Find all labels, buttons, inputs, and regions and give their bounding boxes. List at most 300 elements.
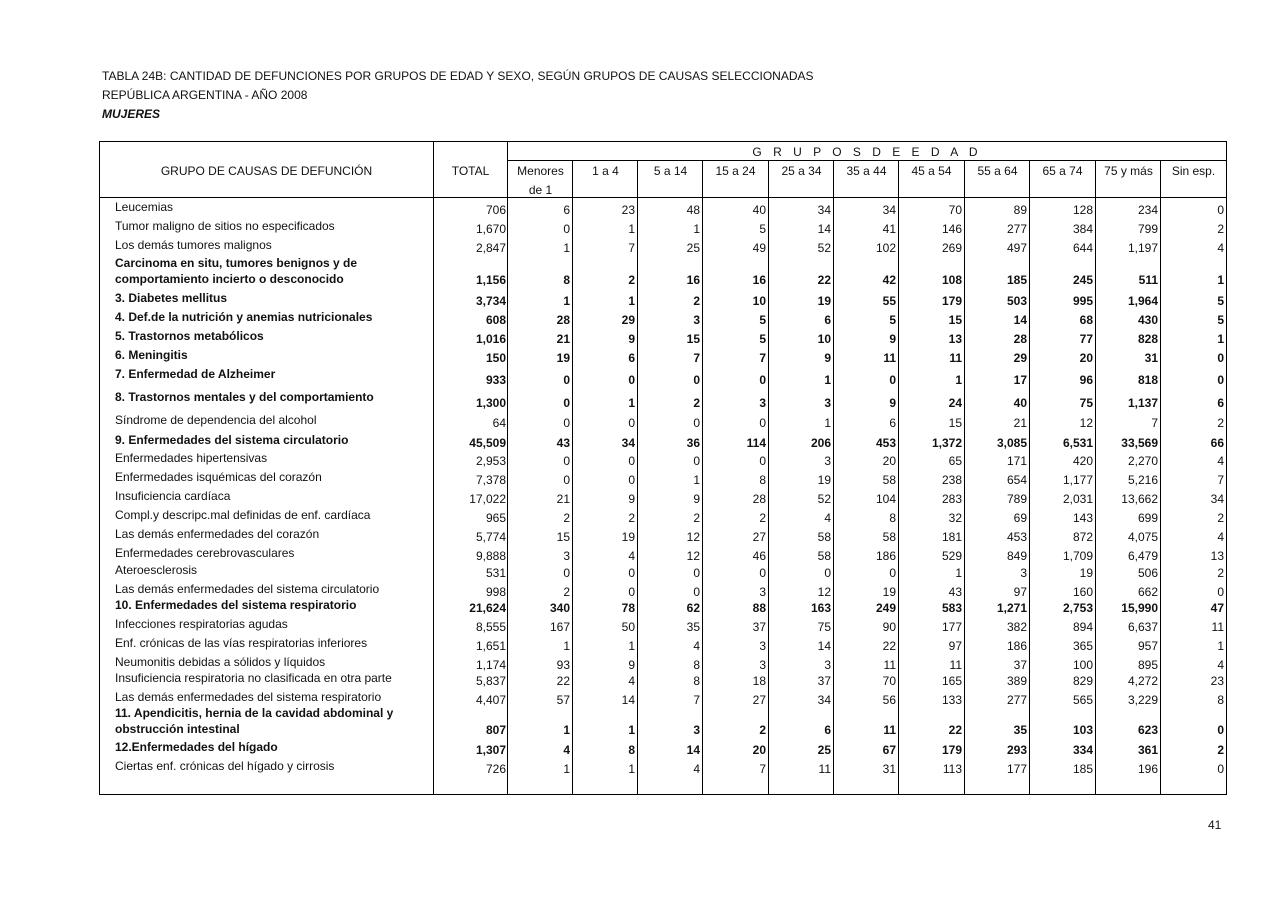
- age-cell: 6,531: [1062, 436, 1093, 450]
- age-cell: 995: [1072, 294, 1093, 308]
- age-cell: 3: [693, 723, 700, 737]
- age-cell: 14: [686, 743, 700, 757]
- total-header: TOTAL: [451, 164, 490, 178]
- age-cell: 11: [883, 723, 896, 737]
- age-cell: 67: [882, 743, 896, 757]
- row-label: [115, 758, 425, 774]
- age-cell: 799: [1137, 222, 1158, 236]
- age-cell: 4,272: [1127, 674, 1158, 688]
- age-cell: 16: [752, 273, 766, 287]
- age-cell: 277: [1006, 222, 1027, 236]
- age-cell: 3: [824, 658, 831, 672]
- age-cell: 17: [1013, 373, 1027, 387]
- age-cell: 34: [817, 203, 831, 217]
- age-cell: 430: [1137, 313, 1158, 327]
- age-cell: 245: [1072, 273, 1093, 287]
- total-cell: 1,016: [475, 332, 506, 346]
- age-cell: 957: [1137, 639, 1158, 653]
- age-cell: 57: [556, 693, 570, 707]
- age-cell: 6: [628, 351, 635, 365]
- age-cell: 420: [1072, 454, 1093, 468]
- age-cell: 12: [686, 530, 700, 544]
- age-cell: 28: [752, 492, 766, 506]
- age-cell: 5: [1217, 294, 1224, 308]
- age-cell: 3,229: [1127, 693, 1158, 707]
- row-label: [115, 670, 425, 686]
- column-divider: [1029, 161, 1030, 794]
- age-cell: 1: [1217, 273, 1224, 287]
- age-cell: 818: [1137, 373, 1158, 387]
- total-cell: 8,555: [475, 620, 506, 634]
- age-cell: 1,372: [931, 436, 962, 450]
- age-cell: 16: [686, 273, 700, 287]
- age-cell: 1: [955, 373, 962, 387]
- age-cell: 389: [1006, 674, 1027, 688]
- age-column-header: 65 a 74: [1042, 164, 1083, 178]
- age-cell: 6: [889, 416, 896, 430]
- age-cell: 7: [1217, 473, 1224, 487]
- row-label-line: 9. Enfermedades del sistema circulatorio: [115, 433, 349, 447]
- age-cell: 699: [1137, 511, 1158, 525]
- age-cell: 11: [1211, 620, 1224, 634]
- age-cell: 14: [1013, 313, 1027, 327]
- age-cell: 8: [889, 511, 896, 525]
- age-cell: 1: [628, 396, 635, 410]
- age-cell: 9: [628, 658, 635, 672]
- age-cell: 186: [1006, 639, 1027, 653]
- age-cell: 10: [752, 294, 766, 308]
- age-cell: 21: [1013, 416, 1027, 430]
- age-cell: 4: [1217, 241, 1224, 255]
- age-cell: 62: [686, 601, 700, 615]
- age-cell: 6: [824, 723, 831, 737]
- age-cell: 196: [1137, 762, 1158, 776]
- age-cell: 103: [1072, 723, 1093, 737]
- age-cell: 644: [1072, 241, 1093, 255]
- age-cell: 0: [628, 373, 635, 387]
- age-cell: 32: [948, 511, 962, 525]
- total-cell: 531: [485, 566, 506, 580]
- age-cell: 269: [941, 241, 962, 255]
- total-cell: 1,300: [475, 396, 506, 410]
- age-cell: 177: [941, 620, 962, 634]
- row-label-line: Las demás enfermedades del corazón: [115, 527, 320, 541]
- age-cell: 42: [882, 273, 896, 287]
- age-cell: 9: [628, 492, 635, 506]
- age-cell: 506: [1137, 566, 1158, 580]
- age-cell: 181: [941, 530, 962, 544]
- column-divider: [702, 161, 703, 794]
- table-title: TABLA 24B: CANTIDAD DE DEFUNCIONES POR GRUPOS DE EDAD Y SEXO, SEGÚN GRUPOS DE CAUSAS SELECCIONADAS: [102, 69, 814, 83]
- row-label: [115, 562, 425, 578]
- age-cell: 20: [752, 743, 766, 757]
- total-cell: 706: [485, 203, 506, 217]
- age-cell: 1: [628, 762, 635, 776]
- age-cell: 2: [1217, 511, 1224, 525]
- age-cell: 43: [556, 436, 570, 450]
- age-cell: 0: [563, 454, 570, 468]
- total-cell: 45,509: [469, 436, 506, 450]
- age-cell: 0: [889, 566, 896, 580]
- age-cell: 40: [752, 203, 766, 217]
- row-label: [115, 412, 425, 428]
- header-divider: [508, 160, 1226, 161]
- age-cell: 4: [824, 511, 831, 525]
- row-label: [115, 689, 425, 705]
- row-label: [115, 432, 425, 448]
- age-cell: 511: [1138, 273, 1158, 287]
- age-cell: 75: [1079, 396, 1093, 410]
- age-cell: 1: [1217, 332, 1224, 346]
- row-label-line: Enfermedades hipertensivas: [115, 451, 268, 465]
- age-cell: 8: [1217, 693, 1224, 707]
- age-cell: 102: [875, 241, 896, 255]
- age-cell: 28: [1013, 332, 1027, 346]
- total-cell: 1,670: [475, 222, 506, 236]
- age-cell: 13: [948, 332, 962, 346]
- row-label-line: 12.Enfermedades del hígado: [115, 740, 278, 754]
- row-label-line: obstrucción intestinal: [115, 722, 240, 736]
- age-cell: 5: [889, 313, 896, 327]
- age-cell: 8: [628, 743, 635, 757]
- row-label-line: Carcinoma en situ, tumores benignos y de: [115, 256, 358, 270]
- age-cell: 100: [1072, 658, 1093, 672]
- age-cell: 4: [693, 762, 700, 776]
- age-cell: 88: [752, 601, 766, 615]
- age-cell: 206: [810, 436, 831, 450]
- age-cell: 0: [628, 566, 635, 580]
- age-cell: 623: [1137, 723, 1158, 737]
- age-cell: 0: [693, 373, 700, 387]
- total-cell: 7,378: [475, 473, 506, 487]
- age-cell: 18: [752, 674, 766, 688]
- age-cell: 90: [882, 620, 896, 634]
- age-cell: 78: [621, 601, 635, 615]
- age-cell: 19: [621, 530, 635, 544]
- age-column-header: 15 a 24: [715, 164, 756, 178]
- age-cell: 55: [882, 294, 896, 308]
- age-cell: 2: [563, 585, 570, 599]
- age-cell: 70: [948, 203, 962, 217]
- age-cell: 179: [941, 294, 962, 308]
- column-divider: [833, 161, 834, 794]
- row-label: [115, 290, 425, 306]
- age-cell: 37: [752, 620, 766, 634]
- total-cell: 965: [485, 511, 506, 525]
- age-cell: 20: [1079, 351, 1093, 365]
- age-cell: 283: [941, 492, 962, 506]
- age-cell: 15: [556, 530, 570, 544]
- age-cell: 2: [563, 511, 570, 525]
- age-cell: 96: [1079, 373, 1093, 387]
- row-label-line: 6. Meningitis: [115, 348, 188, 362]
- age-cell: 249: [875, 601, 896, 615]
- age-cell: 497: [1006, 241, 1027, 255]
- row-label-line: Las demás enfermedades del sistema respiratorio: [115, 690, 382, 704]
- row-label-line: 3. Diabetes mellitus: [115, 291, 228, 305]
- column-divider: [572, 161, 573, 794]
- header-divider: [100, 197, 1226, 198]
- row-label: [115, 597, 425, 613]
- age-cell: 185: [1072, 762, 1093, 776]
- row-label: [115, 328, 425, 344]
- age-cell: 0: [1217, 723, 1224, 737]
- age-cell: 5: [759, 313, 766, 327]
- age-cell: 0: [693, 566, 700, 580]
- age-cell: 6,637: [1127, 620, 1158, 634]
- age-column-header: Menores: [517, 164, 564, 178]
- age-cell: 5: [759, 332, 766, 346]
- age-cell: 70: [882, 674, 896, 688]
- age-cell: 29: [1013, 351, 1027, 365]
- age-cell: 0: [1217, 585, 1224, 599]
- age-cell: 35: [686, 620, 700, 634]
- age-cell: 58: [882, 530, 896, 544]
- row-label: [115, 739, 425, 755]
- age-cell: 2: [1217, 416, 1224, 430]
- age-cell: 654: [1006, 473, 1027, 487]
- age-cell: 56: [882, 693, 896, 707]
- age-cell: 2: [628, 511, 635, 525]
- column-divider: [964, 161, 965, 794]
- age-cell: 6,479: [1127, 549, 1158, 563]
- age-cell: 19: [817, 294, 831, 308]
- age-cell: 14: [621, 693, 635, 707]
- age-cell: 382: [1006, 620, 1027, 634]
- age-cell: 503: [1006, 294, 1027, 308]
- age-column-header: 55 a 64: [977, 164, 1018, 178]
- age-cell: 4: [693, 639, 700, 653]
- age-cell: 143: [1072, 511, 1093, 525]
- page-number: 41: [1208, 818, 1222, 832]
- age-cell: 2: [1217, 566, 1224, 580]
- age-cell: 1: [563, 241, 570, 255]
- age-cell: 340: [549, 601, 570, 615]
- age-cell: 2: [1217, 222, 1224, 236]
- row-label: [115, 507, 425, 523]
- age-cell: 113: [942, 762, 962, 776]
- row-label: [115, 199, 425, 215]
- row-label: [115, 705, 425, 737]
- age-column-header: 75 y más: [1104, 164, 1153, 178]
- age-cell: 789: [1006, 492, 1027, 506]
- age-cell: 0: [693, 585, 700, 599]
- age-cell: 23: [1210, 674, 1224, 688]
- row-label-line: Los demás tumores malignos: [115, 238, 272, 252]
- age-cell: 361: [1137, 743, 1158, 757]
- age-cell: 0: [563, 566, 570, 580]
- age-cell: 334: [1072, 743, 1093, 757]
- age-cell: 453: [875, 436, 896, 450]
- age-cell: 8: [759, 473, 766, 487]
- age-column-header: 35 a 44: [846, 164, 887, 178]
- age-cell: 0: [759, 566, 766, 580]
- age-cell: 0: [563, 373, 570, 387]
- age-cell: 0: [759, 373, 766, 387]
- age-cell: 1: [628, 294, 635, 308]
- row-label-line: Ciertas enf. crónicas del hígado y cirrosis: [115, 759, 335, 773]
- age-cell: 0: [563, 222, 570, 236]
- age-cell: 2: [693, 294, 700, 308]
- age-cell: 4,075: [1127, 530, 1158, 544]
- age-cell: 2,753: [1062, 601, 1093, 615]
- age-column-header: Sin esp.: [1171, 164, 1216, 178]
- age-cell: 22: [556, 674, 570, 688]
- age-cell: 3: [759, 396, 766, 410]
- age-cell: 3: [1020, 566, 1027, 580]
- age-cell: 128: [1072, 203, 1093, 217]
- age-cell: 0: [563, 416, 570, 430]
- age-cell: 829: [1072, 674, 1093, 688]
- row-label: [115, 309, 425, 325]
- age-cell: 11: [883, 351, 896, 365]
- row-label: [115, 616, 425, 632]
- age-cell: 22: [817, 273, 831, 287]
- age-cell: 49: [752, 241, 766, 255]
- total-cell: 807: [485, 723, 506, 737]
- age-cell: 0: [693, 454, 700, 468]
- age-cell: 50: [621, 620, 635, 634]
- age-cell: 25: [686, 241, 700, 255]
- age-cell: 2: [759, 511, 766, 525]
- row-label: [115, 581, 425, 597]
- row-label: [115, 347, 425, 363]
- age-cell: 0: [693, 416, 700, 430]
- age-cell: 34: [882, 203, 896, 217]
- age-cell: 146: [941, 222, 962, 236]
- age-cell: 28: [556, 313, 570, 327]
- column-divider: [637, 161, 638, 794]
- age-cell: 5,216: [1127, 473, 1158, 487]
- age-cell: 6: [824, 313, 831, 327]
- row-label-line: Enfermedades cerebrovasculares: [115, 546, 295, 560]
- age-cell: 104: [875, 492, 896, 506]
- age-cell: 0: [628, 416, 635, 430]
- age-cell: 384: [1072, 222, 1093, 236]
- age-cell: 9: [628, 332, 635, 346]
- age-cell: 3: [759, 585, 766, 599]
- age-cell: 114: [746, 436, 766, 450]
- age-cell: 895: [1137, 658, 1158, 672]
- age-cell: 3,085: [996, 436, 1027, 450]
- row-label-line: Ateroesclerosis: [115, 563, 198, 577]
- column-divider: [768, 161, 769, 794]
- age-cell: 6: [563, 203, 570, 217]
- age-cell: 160: [1072, 585, 1093, 599]
- age-cell: 3: [824, 396, 831, 410]
- age-cell: 4: [628, 549, 635, 563]
- age-cell: 11: [818, 762, 831, 776]
- age-cell: 7: [693, 351, 700, 365]
- age-cell: 7: [1151, 416, 1158, 430]
- age-cell: 365: [1072, 639, 1093, 653]
- age-cell: 29: [621, 313, 635, 327]
- age-cell: 47: [1210, 601, 1224, 615]
- age-cell: 46: [752, 549, 766, 563]
- age-cell: 1: [628, 222, 635, 236]
- age-cell: 0: [824, 566, 831, 580]
- age-cell: 9: [693, 492, 700, 506]
- total-cell: 4,407: [475, 693, 506, 707]
- row-label: [115, 218, 425, 234]
- cause-header: GRUPO DE CAUSAS DE DEFUNCIÓN: [160, 164, 373, 178]
- total-cell: 608: [485, 313, 506, 327]
- age-cell: 3: [693, 313, 700, 327]
- age-cell: 3: [824, 454, 831, 468]
- age-cell: 11: [883, 658, 896, 672]
- column-divider: [1160, 161, 1161, 794]
- age-cell: 9: [889, 396, 896, 410]
- age-cell: 19: [817, 473, 831, 487]
- age-cell: 40: [1013, 396, 1027, 410]
- total-cell: 9,888: [475, 549, 506, 563]
- age-cell: 22: [948, 723, 962, 737]
- age-cell: 133: [941, 693, 962, 707]
- age-cell: 14: [817, 222, 831, 236]
- age-cell: 529: [941, 549, 962, 563]
- total-cell: 5,837: [475, 674, 506, 688]
- age-cell: 1,137: [1127, 396, 1158, 410]
- row-label: [115, 450, 425, 466]
- table-subtitle: REPÚBLICA ARGENTINA - AÑO 2008: [102, 88, 308, 102]
- age-cell: 2: [693, 396, 700, 410]
- age-cell: 186: [875, 549, 896, 563]
- age-cell: 5: [759, 222, 766, 236]
- age-cell: 7: [759, 351, 766, 365]
- total-cell: 1,156: [475, 273, 506, 287]
- row-label-line: Insuficiencia respiratoria no clasificada en otra parte: [115, 671, 392, 685]
- row-label-line: 5. Trastornos metabólicos: [115, 329, 264, 343]
- row-label-line: Compl.y descripc.mal definidas de enf. cardíaca: [115, 508, 371, 522]
- age-cell: 234: [1137, 203, 1158, 217]
- age-cell: 27: [752, 693, 766, 707]
- age-cell: 6: [1217, 396, 1224, 410]
- age-cell: 31: [1144, 351, 1158, 365]
- age-cell: 20: [882, 454, 896, 468]
- row-label-line: Infecciones respiratorias agudas: [115, 617, 288, 631]
- age-cell: 662: [1137, 585, 1158, 599]
- total-cell: 998: [485, 585, 506, 599]
- row-label-line: Enfermedades isquémicas del corazón: [115, 470, 322, 484]
- row-label-line: 8. Trastornos mentales y del comportamiento: [115, 390, 374, 404]
- column-divider: [507, 142, 508, 794]
- row-label: [115, 237, 425, 253]
- age-cell: 0: [628, 585, 635, 599]
- age-cell: 37: [817, 674, 831, 688]
- age-cell: 21: [556, 332, 570, 346]
- age-cell: 8: [693, 674, 700, 688]
- age-cell: 583: [941, 601, 962, 615]
- row-label-line: 10. Enfermedades del sistema respiratorio: [115, 598, 357, 612]
- row-label-line: Insuficiencia cardíaca: [115, 489, 231, 503]
- age-cell: 65: [948, 454, 962, 468]
- age-cell: 23: [621, 203, 635, 217]
- total-cell: 21,624: [469, 601, 506, 615]
- total-cell: 5,774: [475, 530, 506, 544]
- row-label-line: Tumor maligno de sitios no especificados: [115, 219, 335, 233]
- age-cell: 1: [563, 639, 570, 653]
- age-cell: 5: [1217, 313, 1224, 327]
- age-groups-header: G R U P O S D E E D A D: [752, 145, 982, 159]
- age-cell: 4: [563, 743, 570, 757]
- total-cell: 150: [485, 351, 506, 365]
- age-cell: 77: [1079, 332, 1093, 346]
- age-cell: 828: [1137, 332, 1158, 346]
- age-cell: 2: [1217, 743, 1224, 757]
- age-cell: 179: [941, 743, 962, 757]
- age-cell: 68: [1079, 313, 1093, 327]
- age-cell: 238: [941, 473, 962, 487]
